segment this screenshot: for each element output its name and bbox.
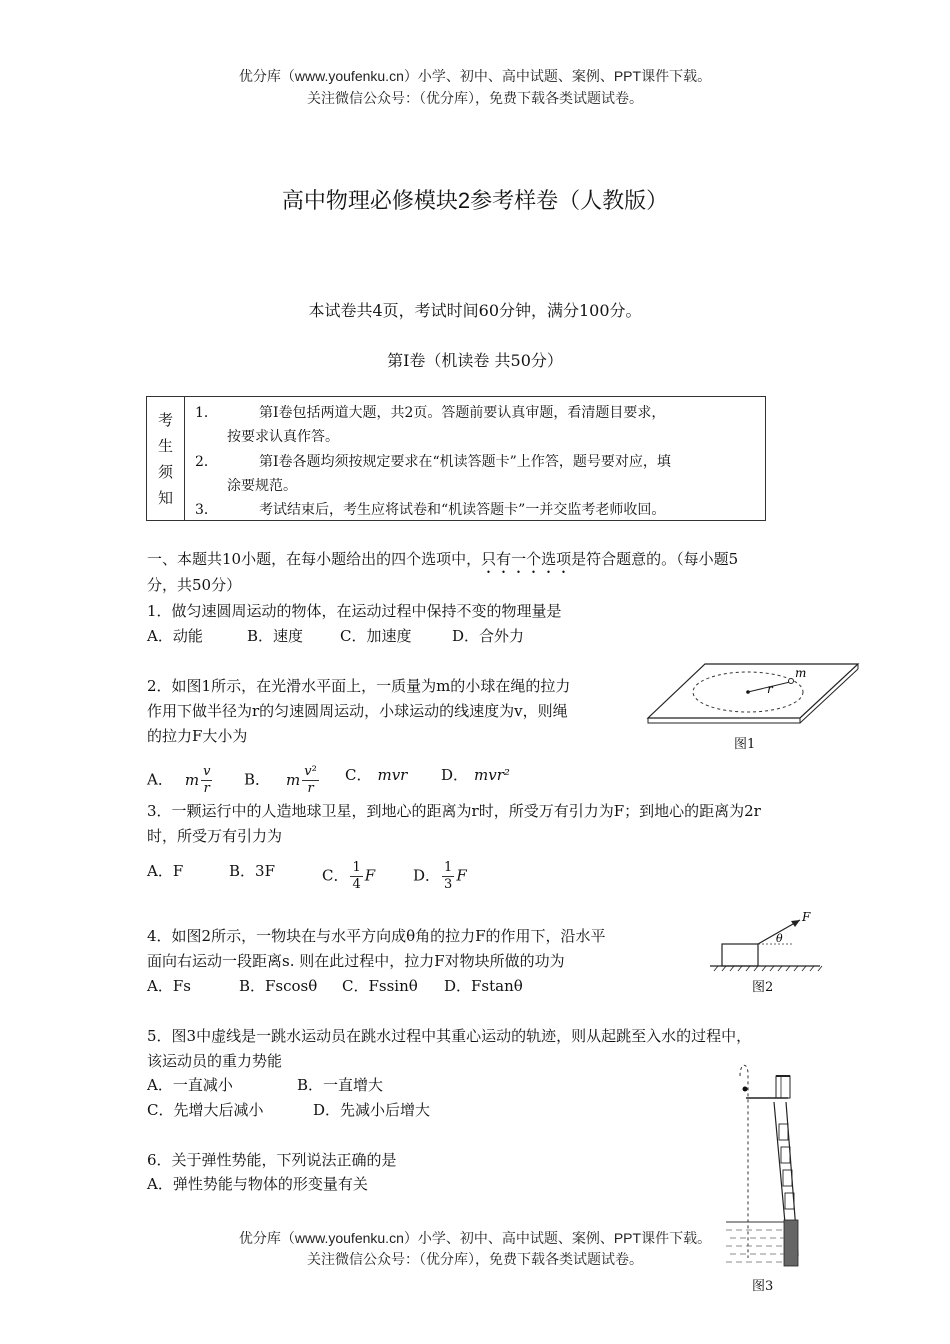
q2-option-c: C． mvr bbox=[345, 766, 408, 784]
q6-option-a: A．弹性势能与物体的形变量有关 bbox=[147, 1175, 368, 1193]
q2-option-a: A． m $\frac{v}{r}$ bbox=[147, 764, 211, 796]
q4-stem-1: 4．如图2所示，一物块在与水平方向成θ角的拉力F的作用下，沿水平 bbox=[147, 927, 606, 945]
part1-instructions-cont: 分，共50分） bbox=[147, 576, 242, 594]
q1-option-b: B．速度 bbox=[247, 627, 304, 645]
notes-side-char: 生 bbox=[158, 437, 174, 455]
note-item: 3． 考试结束后，考生应将试卷和“机读答题卡”一并交监考老师收回。 bbox=[195, 502, 666, 518]
figure-1-mass-label: m bbox=[795, 666, 807, 680]
q4-option-c: C．Fssinθ bbox=[342, 977, 418, 995]
notes-side-char: 知 bbox=[158, 489, 174, 507]
q5-stem-1: 5．图3中虚线是一跳水运动员在跳水过程中其重心运动的轨迹，则从起跳至入水的过程中， bbox=[147, 1027, 752, 1045]
notes-side-char: 考 bbox=[158, 411, 174, 429]
q3-option-c: C． $\frac{1}{4}$ F bbox=[322, 860, 376, 892]
q2-stem-1: 2．如图1所示，在光滑水平面上，一质量为m的小球在绳的拉力 bbox=[147, 677, 571, 695]
q5-option-c: C．先增大后减小 bbox=[147, 1101, 264, 1119]
q2-stem-2: 作用下做半径为r的匀速圆周运动，小球运动的线速度为v，则绳 bbox=[147, 702, 568, 720]
q3-option-a: A．F bbox=[147, 862, 184, 880]
note-item-cont: 按要求认真作答。 bbox=[227, 429, 339, 445]
q3-option-d: D． $\frac{1}{3}$ F bbox=[413, 860, 467, 892]
q3-stem-2: 时，所受万有引力为 bbox=[147, 827, 283, 845]
q1-stem: 1．做匀速圆周运动的物体，在运动过程中保持不变的物理量是 bbox=[147, 602, 562, 620]
q2-option-b: B． m $\frac{\text{v²}}{r}$ bbox=[244, 764, 317, 796]
header-line-2: 关注微信公众号：（优分库），免费下载各类试题试卷。 bbox=[307, 90, 643, 106]
section-title: 第I卷（机读卷 共50分） bbox=[387, 351, 563, 370]
figure-2-caption: 图2 bbox=[752, 980, 774, 995]
note-item: 1． 第I卷包括两道大题，共2页。答题前要认真审题，看清题目要求， bbox=[195, 405, 666, 421]
q3-option-b: B．3F bbox=[229, 862, 275, 880]
q6-stem: 6．关于弹性势能，下列说法正确的是 bbox=[147, 1151, 397, 1169]
figure-1-radius-label: r bbox=[767, 682, 773, 696]
figure-2-force-label: F bbox=[802, 910, 811, 924]
q2-option-d: D． mvr² bbox=[441, 766, 510, 784]
footer-line-2: 关注微信公众号：（优分库），免费下载各类试题试卷。 bbox=[307, 1251, 643, 1267]
footer-line-1: 优分库（www.youfenku.cn）小学、初中、高中试题、案例、PPT课件下载。 bbox=[238, 1230, 712, 1246]
header-line-1: 优分库（www.youfenku.cn）小学、初中、高中试题、案例、PPT课件下载。 bbox=[238, 68, 712, 84]
page-title: 高中物理必修模块2参考样卷（人教版） bbox=[281, 188, 669, 213]
q5-option-a: A．一直减小 bbox=[147, 1076, 233, 1094]
exam-intro: 本试卷共4页，考试时间60分钟，满分100分。 bbox=[308, 301, 642, 320]
q4-option-b: B．Fscosθ bbox=[239, 977, 318, 995]
q3-stem-1: 3．一颗运行中的人造地球卫星，到地心的距离为r时，所受万有引力为F；到地心的距离为2r bbox=[147, 802, 761, 820]
q5-option-b: B．一直增大 bbox=[297, 1076, 384, 1094]
q4-stem-2: 面向右运动一段距离s. 则在此过程中，拉力F对物块所做的功为 bbox=[147, 952, 565, 970]
part1-instructions: 一、本题共10小题，在每小题给出的四个选项中，只有一个选项是符合题意的。（每小题5 bbox=[147, 550, 739, 568]
note-item-cont: 涂要规范。 bbox=[227, 478, 297, 494]
q2-options bbox=[147, 752, 567, 798]
exam-notes-box bbox=[146, 396, 766, 521]
figure-1-plane bbox=[645, 660, 860, 730]
notes-side-label bbox=[147, 397, 185, 520]
figure-2-angle-label: θ bbox=[776, 932, 783, 945]
q3-options bbox=[147, 848, 567, 894]
q4-option-a: A．Fs bbox=[147, 977, 191, 995]
q4-option-d: D．Fstanθ bbox=[444, 977, 523, 995]
q1-option-d: D．合外力 bbox=[452, 627, 525, 645]
q2-stem-3: 的拉力F大小为 bbox=[147, 727, 248, 745]
notes-side-char: 须 bbox=[158, 463, 174, 481]
figure-2-block bbox=[708, 908, 823, 973]
note-item: 2． 第I卷各题均须按规定要求在“机读答题卡”上作答，题号要对应，填 bbox=[195, 454, 671, 470]
q5-stem-2: 该运动员的重力势能 bbox=[147, 1052, 283, 1070]
q1-option-a: A．动能 bbox=[147, 627, 203, 645]
figure-3-caption: 图3 bbox=[752, 1279, 774, 1294]
figure-1-caption: 图1 bbox=[734, 737, 756, 752]
q1-option-c: C．加速度 bbox=[340, 627, 412, 645]
q5-option-d: D．先减小后增大 bbox=[313, 1101, 431, 1119]
